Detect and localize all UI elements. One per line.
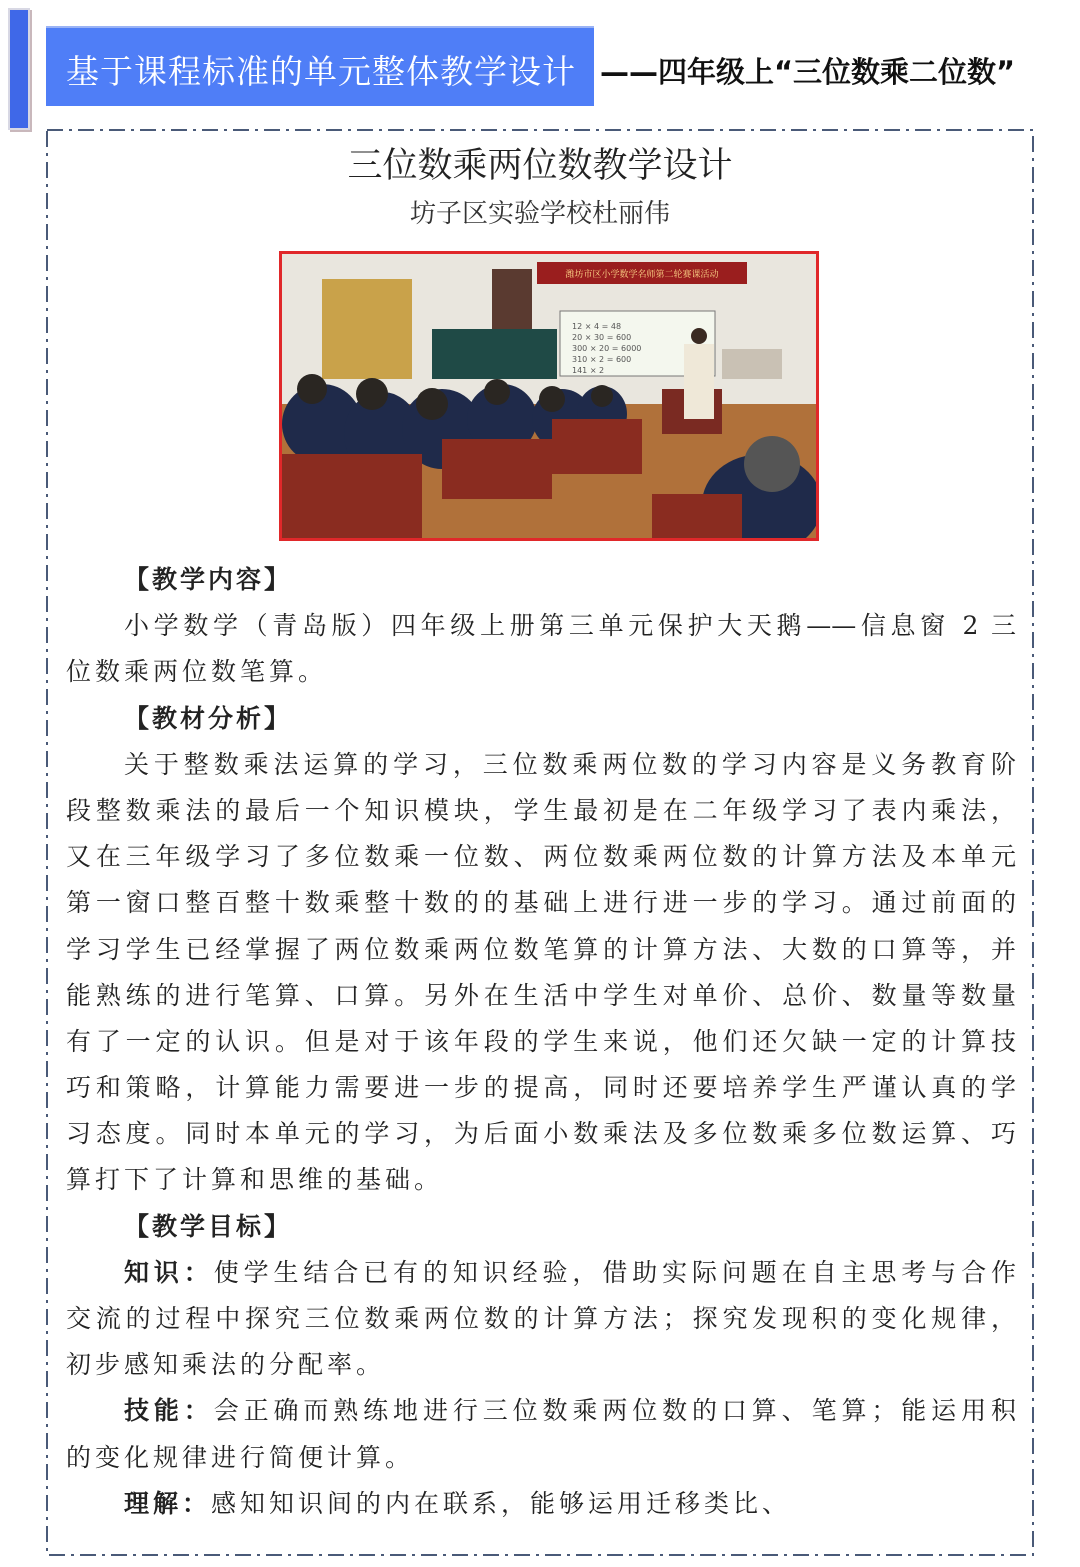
goal-label-knowledge: 知识：: [124, 1257, 214, 1287]
teacher-figure: [684, 344, 714, 419]
document-body: [66, 557, 1016, 1527]
paragraph-line: 又在三年级学习了多位数乘一位数、两位数乘两位数的计算方法及本单元: [66, 842, 1016, 872]
goal-understanding-line: [66, 1481, 1016, 1527]
paragraph-line: 第一窗口整百整十数乘整十数的的基础上进行进一步的学习。通过前面的: [66, 888, 1016, 918]
banner-title: 基于课程标准的单元整体教学设计: [66, 52, 576, 91]
paragraph-line: 交流的过程中探究三位数乘两位数的计算方法；探究发现积的变化规律，: [66, 1304, 1016, 1333]
paragraph-line: 有了一定的认识。但是对于该年段的学生来说，他们还欠缺一定的计算技: [66, 1026, 1016, 1056]
document-author: 坊子区实验学校杜丽伟: [409, 199, 670, 229]
goal-skill-line: [66, 1388, 1016, 1434]
section-heading-analysis: 【教材分析】: [124, 703, 293, 733]
document-title: 三位数乘两位数教学设计: [347, 146, 733, 186]
paragraph-line: 巧和策略，计算能力需要进一步的提高，同时还要培养学生严谨认真的学: [66, 1073, 1016, 1103]
section-heading-content: 【教学内容】: [124, 565, 293, 594]
board-line: 20 × 30 = 600: [572, 333, 632, 342]
paragraph-line: 习态度。同时本单元的学习，为后面小数乘法及多位数乘多位数运算、巧: [66, 1119, 1016, 1149]
paragraph-line: 能熟练的进行笔算、口算。另外在生活中学生对单价、总价、数量等数量: [66, 980, 1016, 1010]
banner-subtitle: ——四年级上“三位数乘二位数”: [600, 55, 1016, 89]
paragraph-line: 初步感知乘法的分配率。: [66, 1350, 386, 1380]
section-heading-goals: 【教学目标】: [124, 1211, 293, 1241]
board-line: 310 × 2 = 600: [572, 355, 632, 364]
goal-text: 使学生结合已有的知识经验，借助实际问题在自主思考与合作: [213, 1257, 1016, 1287]
paragraph-line: 的变化规律进行简便计算。: [66, 1442, 415, 1472]
paragraph-line: 位数乘两位数笔算。: [66, 657, 328, 687]
goal-text: 会正确而熟练地进行三位数乘两位数的口算、笔算；能运用积: [213, 1396, 1016, 1426]
paragraph-line: 关于整数乘法运算的学习，三位数乘两位数的学习内容是义务教育阶: [124, 749, 1016, 779]
photo-banner-text: 潍坊市区小学数学名师第二轮赛课活动: [565, 270, 719, 280]
goal-text: 感知知识间的内在联系，能够运用迁移类比、: [211, 1488, 792, 1518]
board-line: 300 × 20 = 6000: [572, 344, 642, 353]
paragraph-line: 小学数学（青岛版）四年级上册第三单元保护大天鹅——信息窗 2 三: [124, 611, 1016, 641]
paragraph-line: 算打下了计算和思维的基础。: [66, 1165, 444, 1195]
goal-label-understanding: 理解：: [124, 1488, 212, 1518]
paragraph-line: 学习学生已经掌握了两位数乘两位数笔算的计算方法、大数的口算等，并: [66, 934, 1016, 964]
goal-label-skill: 技能：: [124, 1396, 214, 1426]
classroom-photo: [279, 251, 819, 541]
board-line: 12 × 4 = 48: [572, 322, 622, 331]
goal-knowledge-line: [66, 1250, 1016, 1296]
board-line: 141 × 2: [572, 366, 605, 375]
paragraph-line: 段整数乘法的最后一个知识模块，学生最初是在二年级学习了表内乘法，: [66, 795, 1016, 825]
